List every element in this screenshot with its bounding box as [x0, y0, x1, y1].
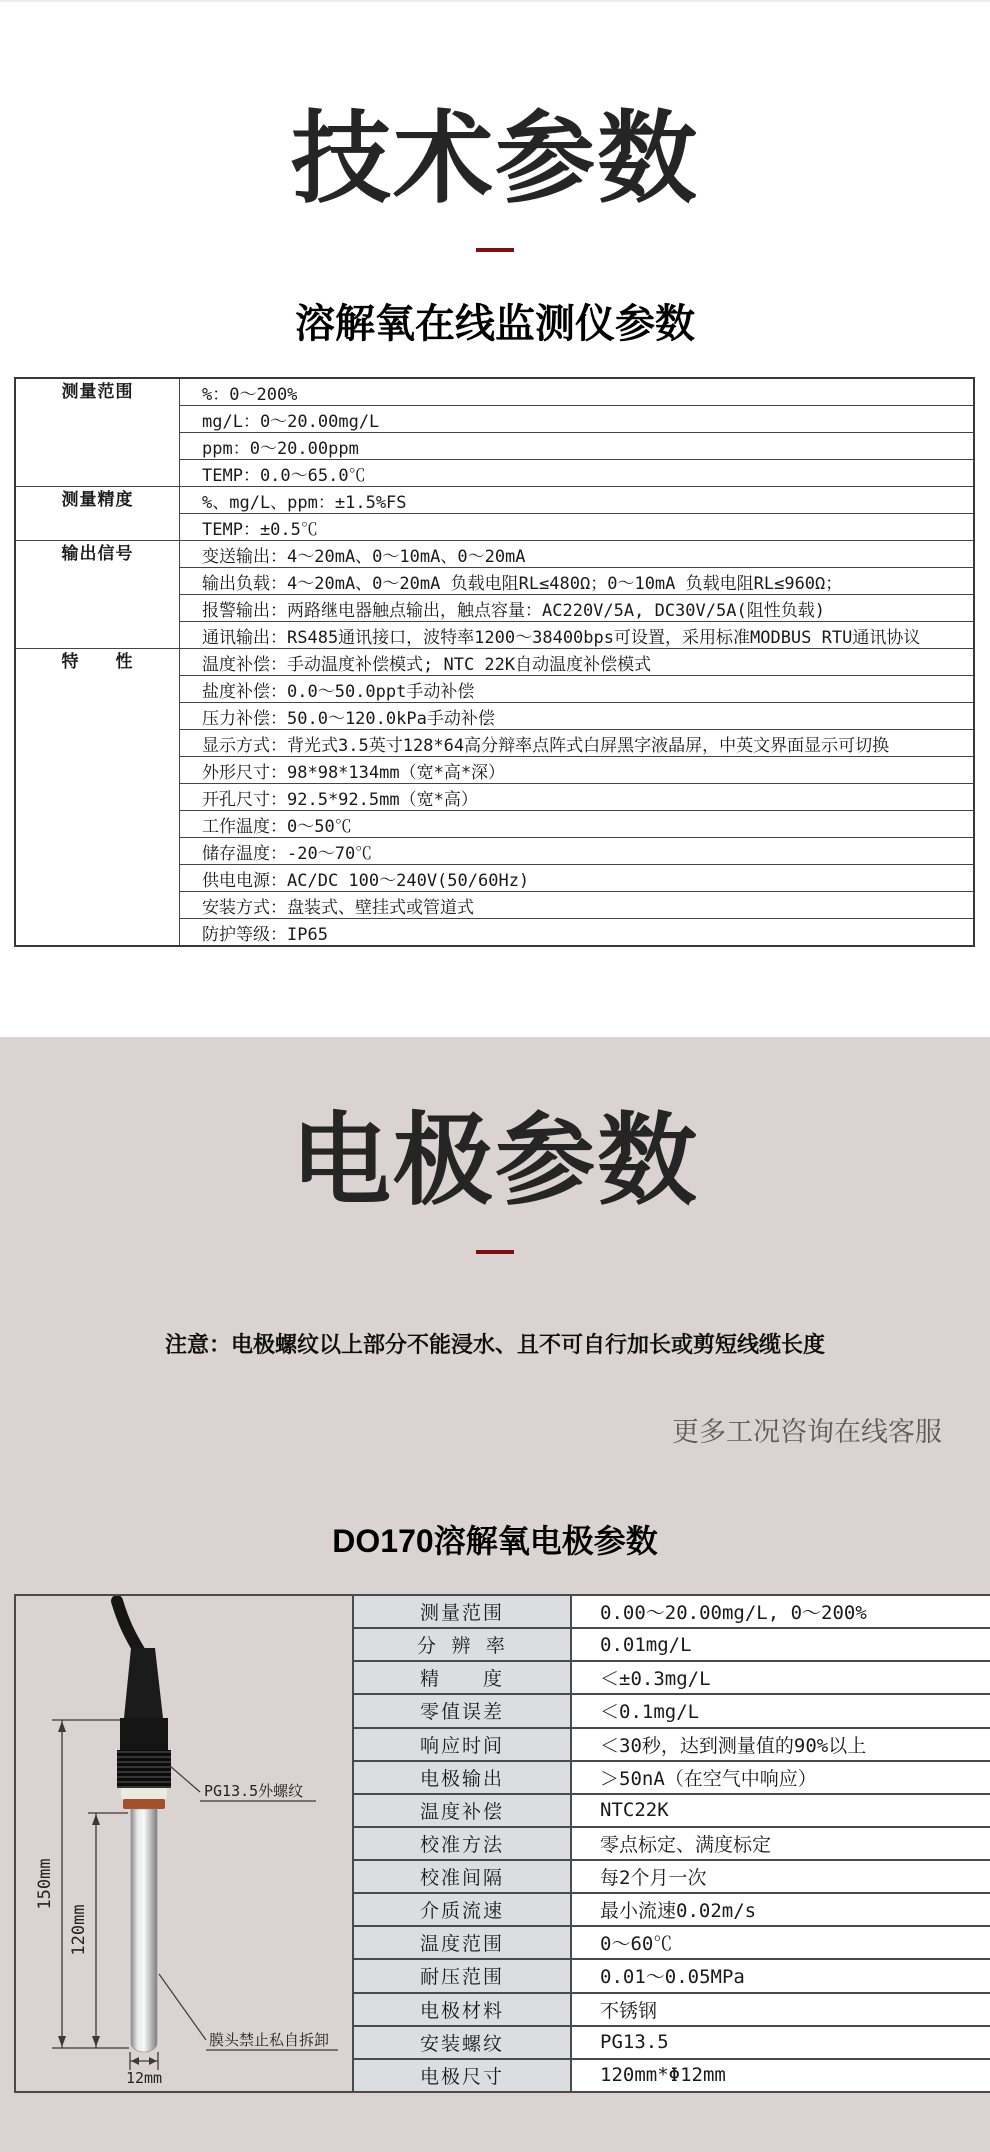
- spec-value: TEMP：0.0～65.0℃: [180, 460, 975, 487]
- spec-value: 报警输出：两路继电器触点输出，触点容量：AC220V/5A, DC30V/5A(阻性负载): [180, 595, 975, 622]
- spec-label: 校准间隔: [353, 1860, 571, 1893]
- spec-label: 安装螺纹: [353, 2026, 571, 2059]
- spec-value: 防护等级：IP65: [180, 919, 975, 947]
- dim-arrow: [92, 1814, 100, 1825]
- spec-value: 压力补偿：50.0～120.0kPa手动补偿: [180, 703, 975, 730]
- spec-value: 0.01～0.05MPa: [571, 1959, 990, 1992]
- electrode-spec-table: [14, 1594, 990, 2093]
- spec-label: 耐压范围: [353, 1959, 571, 1992]
- monitor-spec-table: [14, 377, 975, 947]
- dim-120mm: [88, 1813, 128, 2048]
- dim-arrow: [131, 2057, 139, 2065]
- table-row: [15, 541, 974, 568]
- spec-label: 温度范围: [353, 1926, 571, 1959]
- section-title-tech: 技术参数: [291, 103, 699, 215]
- spec-value: ＜±0.3mg/L: [571, 1661, 990, 1694]
- electrode-connector-cone: [124, 1648, 163, 1718]
- table-row: [15, 378, 974, 406]
- spec-label: 介质流速: [353, 1893, 571, 1926]
- spec-value: 变送输出：4～20mA、0～10mA、0～20mA: [180, 541, 975, 568]
- spec-value: 0～60℃: [571, 1926, 990, 1959]
- electrode-upper-body: [120, 1718, 168, 1750]
- spec-value: TEMP：±0.5℃: [180, 514, 975, 541]
- spec-group-label: 特 性: [15, 649, 180, 947]
- tech-params-section: [0, 2, 990, 1037]
- spec-value: %：0～200%: [180, 378, 975, 406]
- spec-label: 温度补偿: [353, 1794, 571, 1827]
- spec-value: 不锈钢: [571, 1993, 990, 2026]
- spec-value: ＞50nA（在空气中响应）: [571, 1761, 990, 1794]
- service-note: 更多工况咨询在线客服: [672, 1417, 942, 1447]
- spec-label: 精 度: [353, 1661, 571, 1694]
- dim-arrow: [92, 2036, 100, 2047]
- spec-value: NTC22K: [571, 1794, 990, 1827]
- spec-value: 安装方式：盘装式、壁挂式或管道式: [180, 892, 975, 919]
- spec-label: 分 辨 率: [353, 1628, 571, 1661]
- table-row: [15, 487, 974, 514]
- monitor-subtitle: 溶解氧在线监测仪参数: [295, 302, 695, 346]
- electrode-thread-nut: [117, 1750, 171, 1788]
- dim-arrow: [149, 2057, 157, 2065]
- spec-value: 通讯输出：RS485通讯接口，波特率1200～38400bps可设置，采用标准MODBUS RTU通讯协议: [180, 622, 975, 649]
- spec-label: 校准方法: [353, 1827, 571, 1860]
- spec-label: 零值误差: [353, 1694, 571, 1727]
- red-divider: [476, 248, 514, 252]
- spec-label: 响应时间: [353, 1728, 571, 1761]
- spec-value: ppm：0～20.00ppm: [180, 433, 975, 460]
- spec-value: 每2个月一次: [571, 1860, 990, 1893]
- spec-group-label: 输出信号: [15, 541, 180, 649]
- electrode-image-cell: [15, 1595, 353, 2092]
- spec-value: ＜30秒，达到测量值的90%以上: [571, 1728, 990, 1761]
- thread-label: PG13.5外螺纹: [204, 1782, 304, 1800]
- electrode-o-ring: [123, 1799, 165, 1809]
- spec-value: 储存温度：-20～70℃: [180, 838, 975, 865]
- electrode-params-section: [0, 1037, 990, 2152]
- spec-value: 120mm*Φ12mm: [571, 2059, 990, 2092]
- spec-value: 0.00～20.00mg/L, 0～200%: [571, 1595, 990, 1628]
- spec-value: 输出负载：4～20mA、0～20mA 负载电阻RL≤480Ω；0～10mA 负载电阻RL≤960Ω；: [180, 568, 975, 595]
- spec-value: 工作温度：0～50℃: [180, 811, 975, 838]
- dim-120mm-label: 120mm: [69, 1904, 89, 1956]
- electrode-shaft: [131, 1809, 157, 2052]
- spec-value: ＜0.1mg/L: [571, 1694, 990, 1727]
- dim-150mm-label: 150mm: [35, 1858, 55, 1910]
- spec-value: 零点标定、满度标定: [571, 1827, 990, 1860]
- membrane-label: 膜头禁止私自拆卸: [209, 2031, 330, 2049]
- spec-value: 温度补偿：手动温度补偿模式; NTC 22K自动温度补偿模式: [180, 649, 975, 676]
- warning-note: 注意：电极螺纹以上部分不能浸水、且不可自行加长或剪短线缆长度: [164, 1332, 825, 1357]
- dim-arrow: [58, 2036, 66, 2047]
- spec-value: 盐度补偿：0.0～50.0ppt手动补偿: [180, 676, 975, 703]
- electrode-white-ring: [121, 1788, 167, 1799]
- spec-value: %、mg/L、ppm：±1.5%FS: [180, 487, 975, 514]
- spec-value: 0.01mg/L: [571, 1628, 990, 1661]
- spec-group-label: 测量范围: [15, 378, 180, 487]
- spec-value: 最小流速0.02m/s: [571, 1893, 990, 1926]
- spec-label: 电极尺寸: [353, 2059, 571, 2092]
- spec-value: 显示方式：背光式3.5英寸128*64高分辩率点阵式白屏黑字液晶屏，中英文界面显示可切换: [180, 730, 975, 757]
- spec-value: PG13.5: [571, 2026, 990, 2059]
- spec-value: 外形尺寸：98*98*134mm（宽*高*深）: [180, 757, 975, 784]
- electrode-cable: [117, 1601, 140, 1652]
- spec-value: mg/L：0～20.00mg/L: [180, 406, 975, 433]
- table-row: [15, 1595, 990, 1628]
- spec-label: 电极材料: [353, 1993, 571, 2026]
- dim-arrow: [58, 1721, 66, 1732]
- section-title-electrode: 电极参数: [291, 1105, 699, 1217]
- spec-group-label: 测量精度: [15, 487, 180, 541]
- spec-label: 电极输出: [353, 1761, 571, 1794]
- dim-12mm-label: 12mm: [125, 2069, 163, 2086]
- red-divider: [476, 1250, 514, 1254]
- spec-value: 供电电源：AC/DC 100～240V(50/60Hz): [180, 865, 975, 892]
- electrode-diagram: [16, 1596, 348, 2086]
- spec-label: 测量范围: [353, 1595, 571, 1628]
- electrode-table-title: DO170溶解氧电极参数: [332, 1523, 658, 1559]
- table-row: [15, 649, 974, 676]
- spec-value: 开孔尺寸：92.5*92.5mm（宽*高）: [180, 784, 975, 811]
